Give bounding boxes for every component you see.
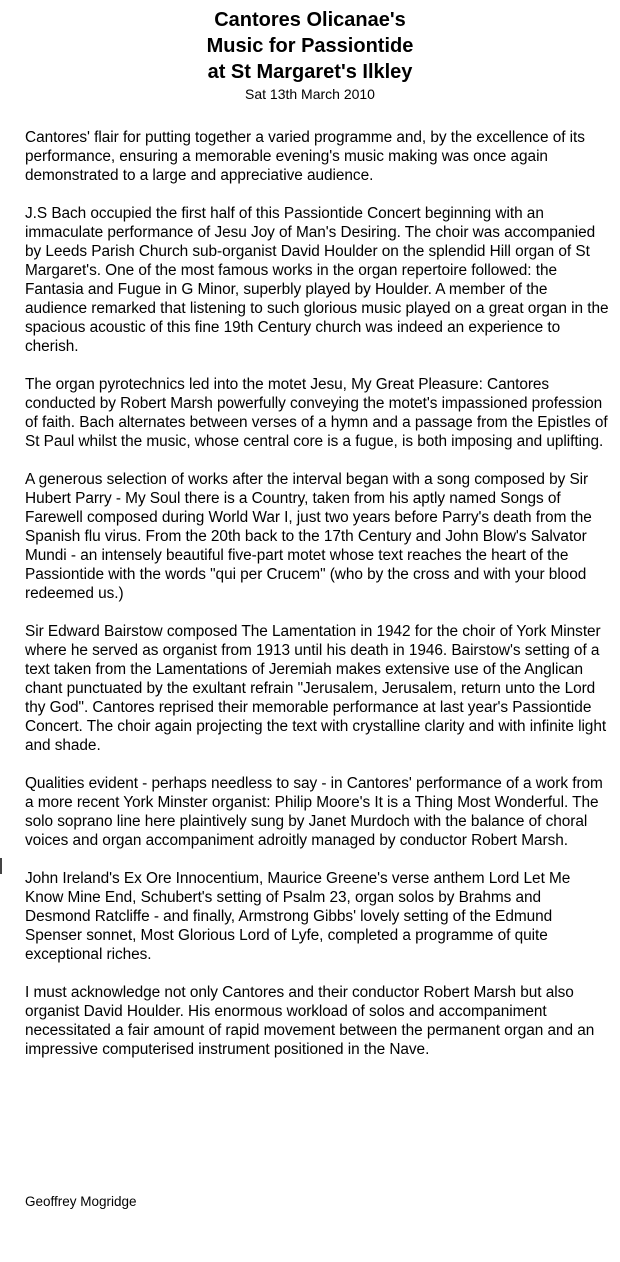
concert-date: Sat 13th March 2010 [245,86,375,102]
title-line-1: Cantores Olicanae's [214,9,406,31]
title-line-2: Music for Passiontide [206,35,414,57]
left-edge-divider [0,858,2,874]
article-body [25,128,610,1078]
paragraph-moore: Qualities evident - perhaps needless to say - in Cantores' performance of a work from a more recent York Minster organist: Philip Moore's It is a Thing Most Wonderful. The solo soprano line here plaintively sung by Janet Murdoch with the balance of choral voices and organ accompaniment adroitly managed by conductor Robert Marsh. [25,775,603,849]
paragraph-bairstow: Sir Edward Bairstow composed The Lamentation in 1942 for the choir of York Minster where he served as organist from 1913 until his death in 1946. Bairstow's setting of a text taken from the Lamentations of Jeremiah makes extensive use of the Anglican chant punctuated by the exultant refrain "Jerusalem, Jerusalem, return unto the Lord thy God". Cantores reprised their memorable performance at last year's Passiontide Concert. The choir again projecting the text with crystalline clarity and with infinite light and shade. [25,623,607,754]
paragraph-motet: The organ pyrotechnics led into the motet Jesu, My Great Pleasure: Cantores conducted by Robert Marsh powerfully conveying the motet's impassioned profession of faith. Bach alternates between verses of a hymn and a passage from the Epistles of St Paul whilst the music, whose central core is a fugue, is both imposing and uplifting. [25,376,608,450]
paragraph-bach: J.S Bach occupied the first half of this Passiontide Concert beginning with an immaculate performance of Jesu Joy of Man's Desiring. The choir was accompanied by Leeds Parish Church sub-organist David Houlder on the splendid Hill organ of St Margaret's. One of the most famous works in the organ repertoire followed: the Fantasia and Fugue in G Minor, superbly played by Houlder. A member of the audience remarked that listening to such glorious music played on a great organ in the spacious acoustic of this fine 19th Century church was indeed an experience to cherish. [25,205,609,355]
paragraph-interval: A generous selection of works after the interval began with a song composed by Sir Hubert Parry - My Soul there is a Country, taken from his aptly named Songs of Farewell composed during World War I, just two years before Parry's death from the Spanish flu virus. From the 20th back to the 17th Century and John Blow's Salvator Mundi - an intensely beautiful five-part motet whose text reaches the heart of the Passiontide with the words "qui per Crucem" (who by the cross and with your blood redeemed us.) [25,471,592,602]
author-signature: Geoffrey Mogridge [25,1194,137,1209]
article-header [0,0,620,103]
title-line-3: at St Margaret's Ilkley [207,61,413,83]
paragraph-intro: Cantores' flair for putting together a varied programme and, by the excellence of its performance, ensuring a memorable evening's music making was once again demonstrated to a large and appreciative audience. [25,129,585,184]
paragraph-programme: John Ireland's Ex Ore Innocentium, Maurice Greene's verse anthem Lord Let Me Know Mine End, Schubert's setting of Psalm 23, organ solos by Brahms and Desmond Ratcliffe - and finally, Armstrong Gibbs' lovely setting of the Edmund Spenser sonnet, Most Glorious Lord of Lyfe, completed a programme of quite exceptional riches. [25,870,571,963]
paragraph-acknowledgement: I must acknowledge not only Cantores and their conductor Robert Marsh but also organist David Houlder. His enormous workload of solos and accompaniment necessitated a fair amount of rapid movement between the permanent organ and an impressive computerised instrument positioned in the Nave. [25,984,595,1058]
